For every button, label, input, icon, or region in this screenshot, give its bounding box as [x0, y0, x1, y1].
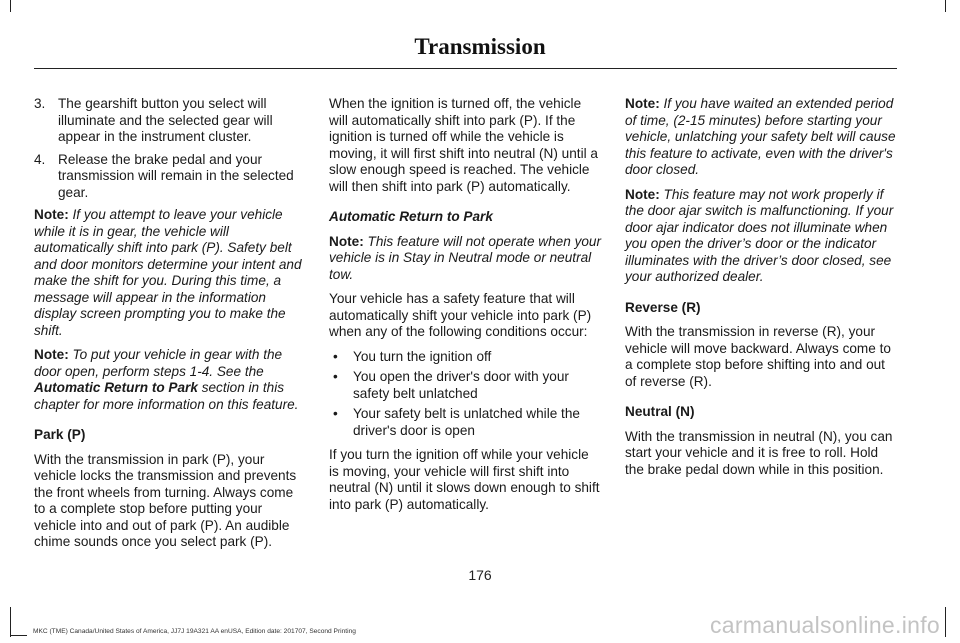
- crop-mark: [10, 0, 11, 12]
- note-text: If you attempt to leave your vehicle while it is in gear, the vehicle will automatically shift into park (P). Safety belt and door monitors determine your intent and make the shift for you. During this time, a message will appear in the information display screen prompting you to make the shift.: [34, 207, 302, 338]
- step-text: Release the brake pedal and your transmission will remain in the selected gear.: [58, 151, 294, 200]
- note-label: Note:: [34, 347, 69, 362]
- note-label: Note:: [34, 207, 69, 222]
- edition-footer: MKC (TME) Canada/United States of America, JJ7J 19A321 AA enUSA, Edition date: 201707, Second Printing: [33, 628, 356, 635]
- note-leave-vehicle: [34, 207, 306, 339]
- column-3: [625, 96, 897, 486]
- column-2: [329, 96, 601, 521]
- list-item: • Your safety belt is unlatched while the driver's door is open: [333, 406, 580, 438]
- bullet-icon: •: [333, 369, 338, 384]
- note-text: If you have waited an extended period of time, (2-15 minutes) before starting your vehicle, unlatching your safety belt will cause this feature to activate, even with the driver's door closed.: [625, 96, 896, 177]
- page-number: 176: [468, 567, 492, 583]
- reverse-body: With the transmission in reverse (R), your vehicle will move backward. Always come to a complete stop before shifting into and out of reverse (R).: [625, 324, 891, 389]
- note-text: To put your vehicle in gear with the door open, perform steps 1-4. See the: [34, 347, 283, 379]
- note-door-ajar: [625, 187, 897, 286]
- column-1: [34, 96, 306, 559]
- note-extended-wait: [625, 96, 897, 179]
- note-label: Note:: [625, 96, 660, 111]
- crop-mark: [10, 635, 27, 636]
- safety-feature-lead: Your vehicle has a safety feature that will automatically shift your vehicle into park (P) when any of the following conditions occur:: [329, 291, 592, 339]
- step-number: 3.: [34, 96, 46, 111]
- note-text: This feature will not operate when your vehicle is in Stay in Neutral mode or neutral tow.: [329, 233, 602, 282]
- park-body: With the transmission in park (P), your vehicle locks the transmission and prevents the front wheels from turning. Always come to a complete stop before putting your vehicle into and out of park (P). An audible chime sounds once you select park (P).: [34, 451, 297, 549]
- watermark: carmanualsonline.info: [709, 612, 940, 638]
- note-label: Note:: [329, 233, 364, 249]
- cross-reference-link[interactable]: Automatic Return to Park: [34, 380, 198, 395]
- bullet-icon: •: [333, 406, 338, 421]
- bullet-icon: •: [333, 348, 338, 364]
- page-title: Transmission: [414, 34, 546, 59]
- reverse-heading: Reverse (R): [625, 299, 701, 315]
- step-text: The gearshift button you select will illuminate and the selected gear will appear in the instrument cluster.: [58, 96, 273, 144]
- neutral-body: With the transmission in neutral (N), you can start your vehicle and it is free to roll. Hold the brake pedal down while in this position.: [625, 428, 893, 477]
- crop-mark: [945, 607, 946, 637]
- list-item: • You open the driver's door with your safety belt unlatched: [333, 369, 569, 401]
- note-text: section in this chapter for more information on this feature.: [34, 380, 299, 412]
- list-item: • You turn the ignition off: [333, 348, 492, 364]
- crop-mark: [945, 0, 946, 12]
- park-heading: Park (P): [34, 427, 86, 442]
- ignition-intro: When the ignition is turned off, the vehicle will automatically shift into park (P). If the ignition is turned off while the vehicle is moving, it will first shift into neutral (N) until a slow enough speed is reached. The vehicle will then shift into park (P) automatically.: [329, 96, 598, 194]
- header-divider: [34, 68, 897, 69]
- note-text: This feature may not work properly if the door ajar switch is malfunctioning. If your door ajar indicator does not illuminate when you open the driver’s door or the indicator illuminates with the driver’s door closed, see your authorized dealer.: [625, 186, 894, 284]
- crop-mark: [10, 607, 11, 637]
- note-stay-neutral: [329, 234, 601, 284]
- neutral-heading: Neutral (N): [625, 404, 695, 419]
- step-number: 4.: [34, 151, 46, 167]
- auto-return-heading: Automatic Return to Park: [329, 209, 493, 224]
- step-4: [34, 152, 306, 202]
- moving-ignition-off: If you turn the ignition off while your vehicle is moving, your vehicle will first shift into neutral (N) until it slows down enough to shift into park (P) automatically.: [329, 447, 600, 512]
- step-3: [34, 96, 306, 146]
- note-label: Note:: [625, 186, 660, 202]
- note-gear-door-open: [34, 347, 306, 413]
- condition-list: [329, 349, 601, 440]
